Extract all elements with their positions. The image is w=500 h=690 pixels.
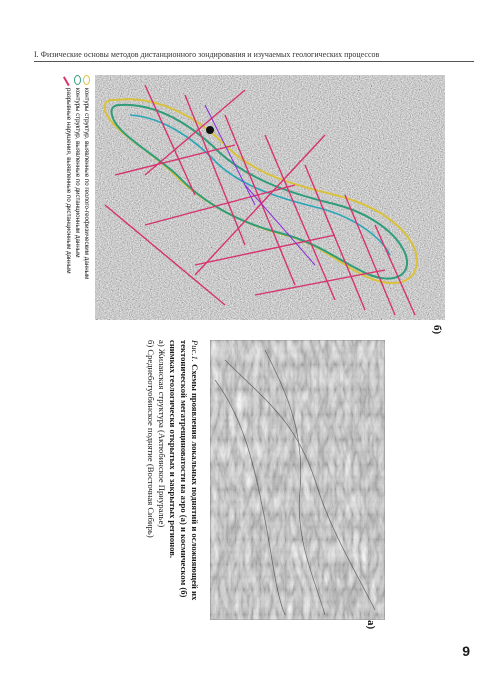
legend-label: разрывные нарушения, выявленные по дистанционным данным xyxy=(65,88,72,274)
figure xyxy=(65,75,445,635)
legend-label: контуры структур, выявленные по геолого-геофизическим данным xyxy=(83,88,90,280)
legend-swatch xyxy=(74,75,81,85)
legend-item xyxy=(65,75,72,325)
legend-swatch xyxy=(63,74,74,86)
panel-label-a: а) xyxy=(365,620,377,630)
legend-item xyxy=(74,75,81,325)
caption-a: а) Жиланская структура (Актюбинское Приуралье) xyxy=(157,340,167,528)
panel-label-b: б) xyxy=(431,325,443,335)
legend xyxy=(63,75,90,325)
figure-caption xyxy=(145,340,200,630)
caption-prefix: Рис.1. xyxy=(190,340,200,362)
satellite-image-b xyxy=(95,75,445,320)
legend-label: контуры структур, выявленные по дистанционным данным xyxy=(74,88,81,258)
aerial-image-a xyxy=(210,340,385,620)
running-header: I. Физические основы методов дистанционного зондирования и изучаемых геологических процессов xyxy=(34,50,474,62)
caption-b: б) Среднеботуобинское поднятие (Восточная Сибирь) xyxy=(146,340,156,538)
legend-swatch xyxy=(83,75,90,85)
page-number: 9 xyxy=(462,643,470,659)
caption-main: Схемы проявления локальных поднятий и осложняющей их тектонической мегатрещиноватости на аэро (а) и космическом (б) снимках геологически открытых и закрытых регионов. xyxy=(168,340,200,601)
legend-item xyxy=(83,75,90,325)
